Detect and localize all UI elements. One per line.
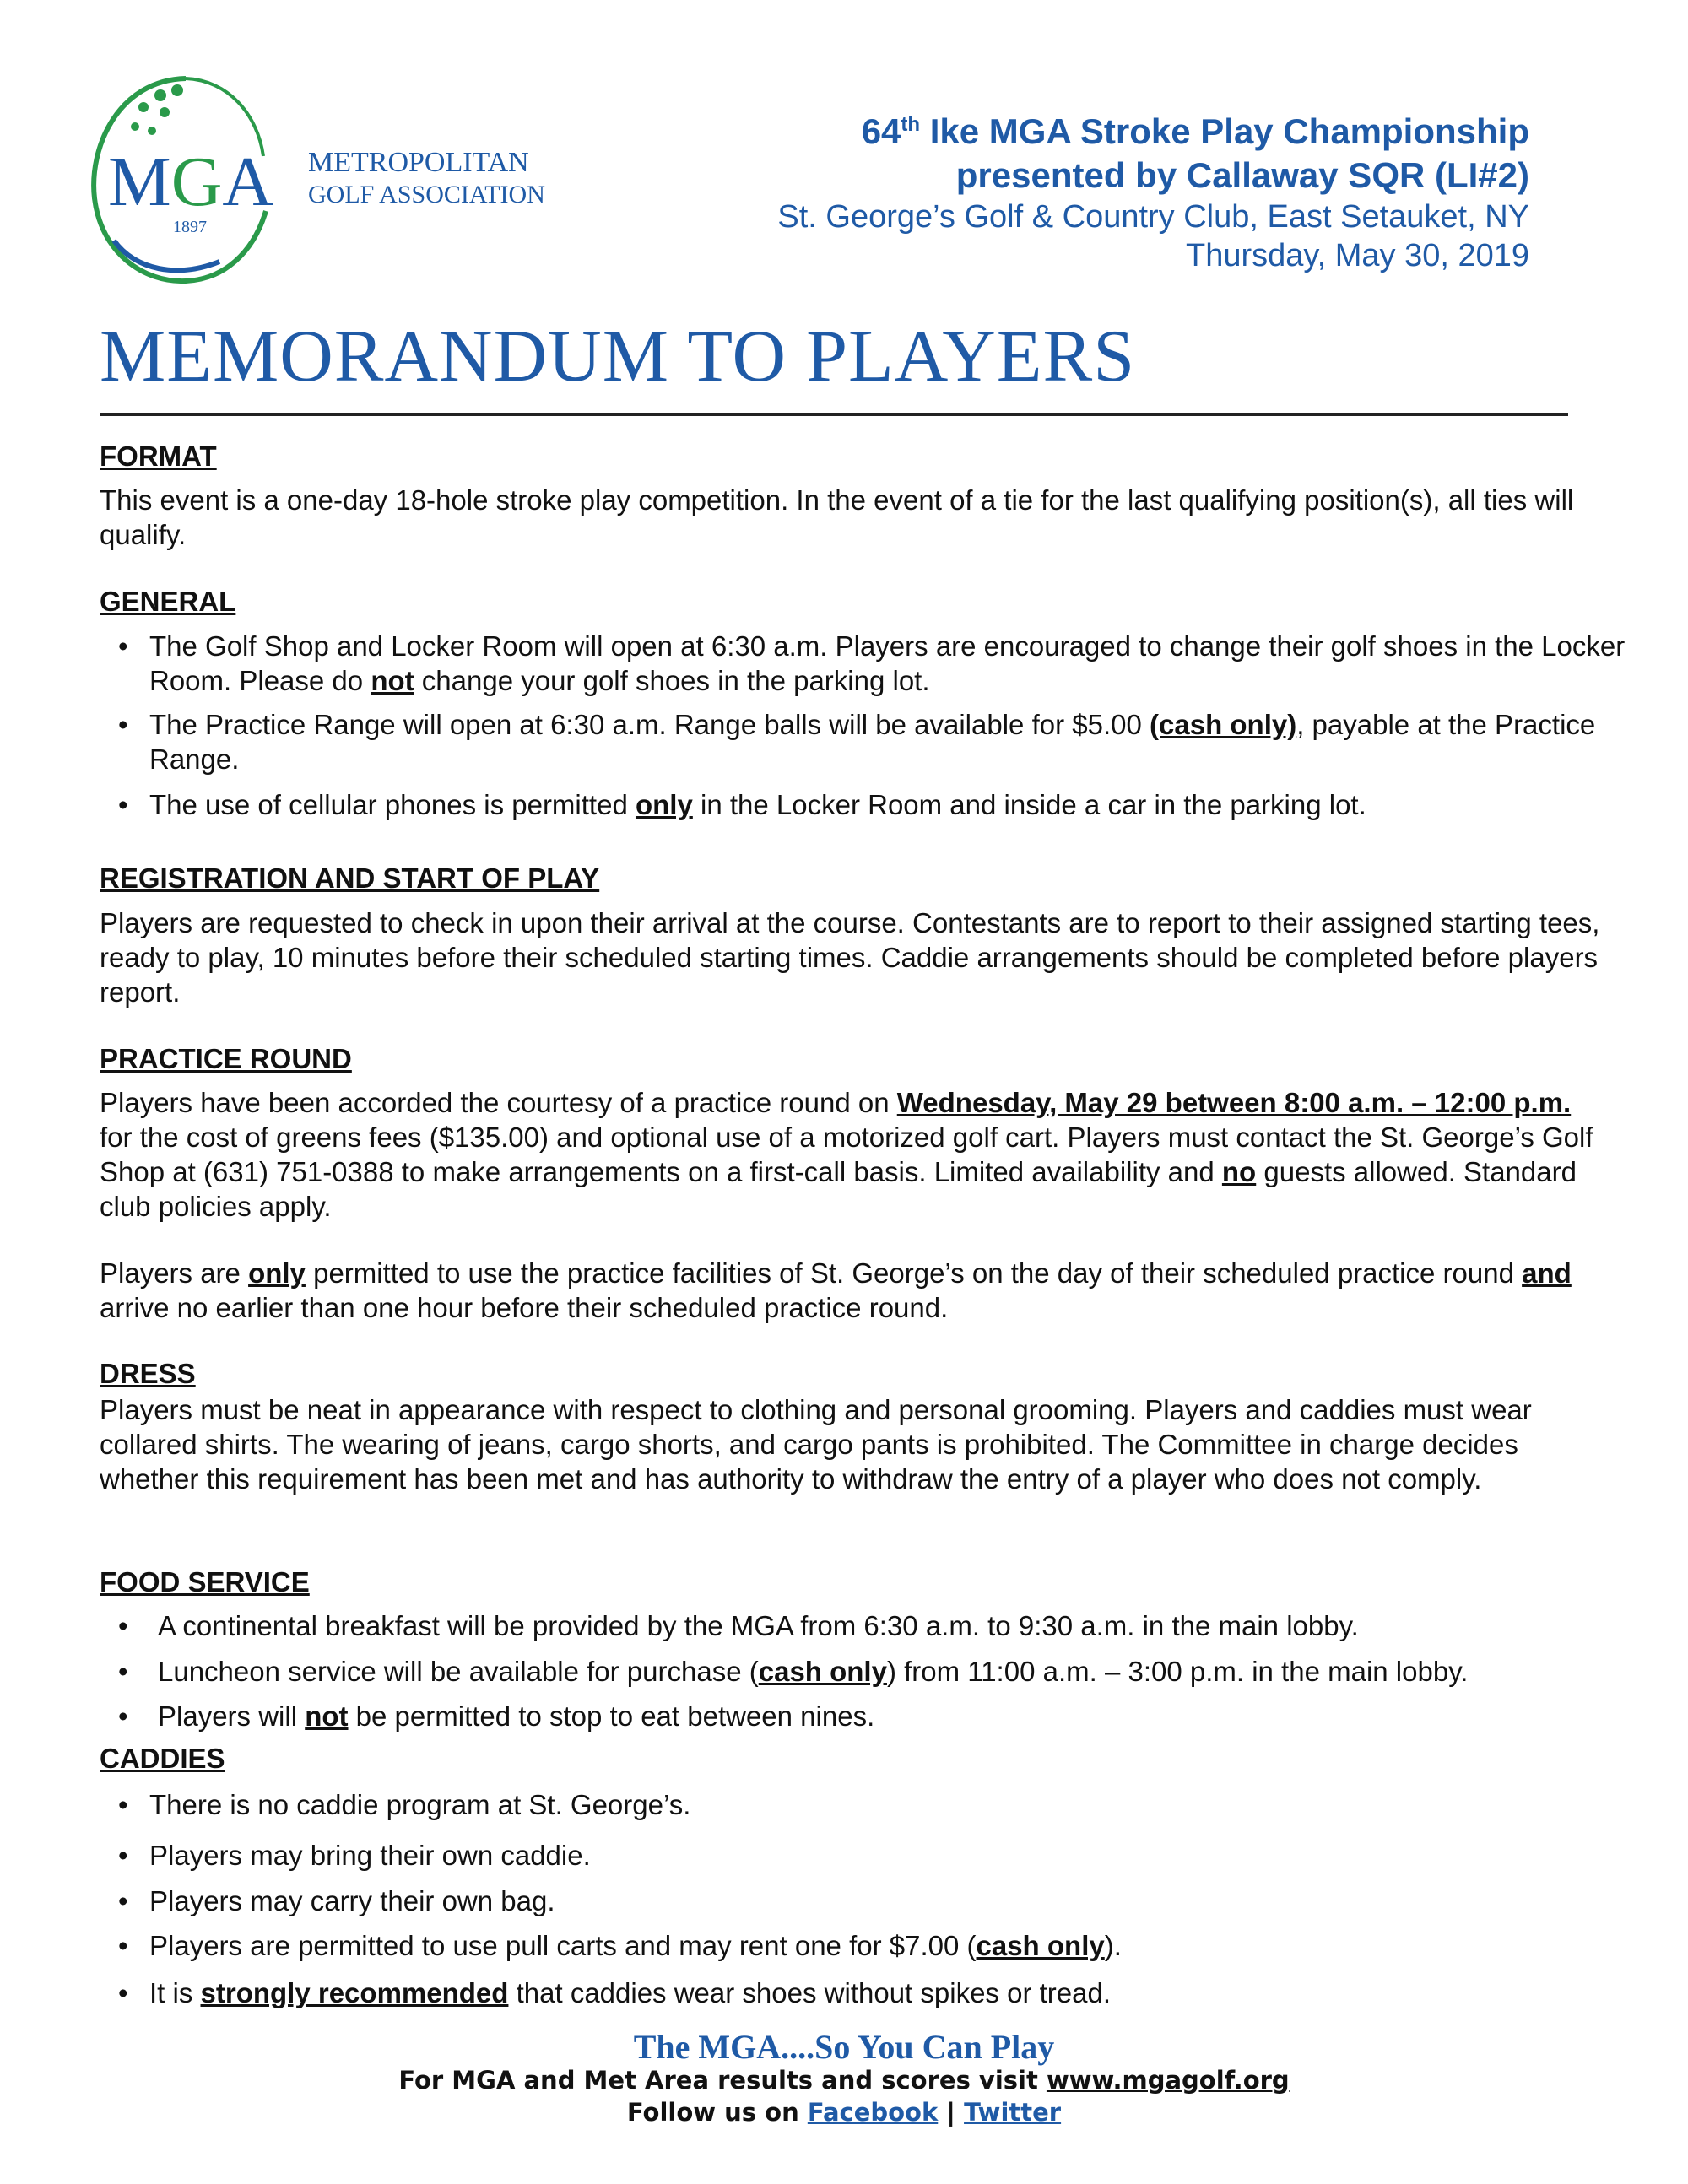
- title-divider: [100, 413, 1568, 416]
- mga-logo-icon: [84, 72, 591, 291]
- emphasis-text: only: [248, 1257, 306, 1289]
- mga-logo: [84, 72, 591, 291]
- emphasis-text: Wednesday, May 29 between 8:00 a.m. – 12:00 p.m.: [896, 1087, 1572, 1118]
- text-run: The Practice Range will open at 6:30 a.m. Range balls will be available for $5.00: [149, 709, 1150, 740]
- emphasis-text: (cash only): [1150, 709, 1297, 740]
- general-bullet-item: [118, 629, 1635, 698]
- caddies-bullet-item: [118, 1787, 1635, 1822]
- text-run: The Golf Shop and Locker Room will open at 6:30 a.m. Players are encouraged to change their golf shoes in the Locker Room. Please do: [149, 630, 1626, 696]
- event-title: 64th Ike MGA Stroke Play Championship: [861, 111, 1529, 151]
- section-heading-format: FORMAT: [100, 441, 217, 472]
- emphasis-text: only: [635, 789, 693, 820]
- svg-text:METROPOLITAN: METROPOLITAN: [308, 147, 529, 178]
- twitter-link[interactable]: Twitter: [964, 2098, 1062, 2127]
- emphasis-text: no: [1221, 1156, 1257, 1187]
- text-run: Players will: [158, 1700, 306, 1732]
- text-run: A continental breakfast will be provided by the MGA from 6:30 a.m. to 9:30 a.m. in the main lobby.: [158, 1610, 1359, 1641]
- section-heading-practice: PRACTICE ROUND: [100, 1043, 352, 1074]
- section-heading-food: FOOD SERVICE: [100, 1566, 310, 1597]
- text-run: There is no caddie program at St. George’s.: [149, 1789, 691, 1820]
- emphasis-text: not: [371, 665, 414, 696]
- text-run: Players have been accorded the courtesy of a practice round on: [100, 1087, 897, 1118]
- svg-text:GOLF ASSOCIATION: GOLF ASSOCIATION: [308, 181, 545, 208]
- emphasis-text: strongly recommended: [200, 1977, 509, 2008]
- text-run: guests allowed. Standard club policies apply.: [100, 1156, 1577, 1222]
- caddies-bullet-item: [118, 1928, 1635, 1963]
- text-run: It is: [149, 1977, 201, 2008]
- emphasis-text: not: [305, 1700, 349, 1732]
- text-run: Players are: [100, 1257, 249, 1289]
- text-run: Players are permitted to use pull carts and may rent one for $7.00 (: [149, 1930, 977, 1961]
- text-run: Players are requested to check in upon their arrival at the course. Contestants are to report to their assigned starting tees, ready to play, 10 minutes before their scheduled starting times. Caddie arrangements should be completed before players report.: [100, 907, 1600, 1008]
- text-run: for the cost of greens fees ($135.00) and optional use of a motorized golf cart. Players must contact the St. George’s Golf Shop at (631) 751-0388 to make arrangements on a first-call basis. Limited availability and: [100, 1122, 1593, 1187]
- format-paragraph: [100, 483, 1610, 552]
- text-run: ) from 11:00 a.m. – 3:00 p.m. in the main lobby.: [886, 1656, 1469, 1687]
- food-bullet-item: [118, 1699, 1643, 1733]
- website-link[interactable]: www.mgagolf.org: [1046, 2066, 1290, 2095]
- caddies-bullet-item: [118, 1976, 1635, 2010]
- text-run: be permitted to stop to eat between nines.: [348, 1700, 875, 1732]
- food-bullet-item: [118, 1654, 1643, 1689]
- page-title: MEMORANDUM TO PLAYERS: [100, 316, 1136, 397]
- text-run: The use of cellular phones is permitted: [149, 789, 636, 820]
- practice-paragraph: [100, 1256, 1610, 1325]
- text-run: Players may bring their own caddie.: [149, 1840, 591, 1871]
- text-run: that caddies wear shoes without spikes or tread.: [508, 1977, 1111, 2008]
- event-venue: St. George’s Golf & Country Club, East Setauket, NY: [777, 199, 1529, 235]
- event-date: Thursday, May 30, 2019: [1186, 238, 1529, 273]
- text-run: change your golf shoes in the parking lot.: [414, 665, 930, 696]
- footer-social: Follow us on Facebook | Twitter: [626, 2098, 1062, 2127]
- section-heading-registration: REGISTRATION AND START OF PLAY: [100, 862, 600, 894]
- registration-paragraph: [100, 905, 1610, 1009]
- caddies-bullet-item: [118, 1838, 1635, 1873]
- text-run: arrive no earlier than one hour before their scheduled practice round.: [100, 1292, 949, 1323]
- section-heading-general: GENERAL: [100, 586, 236, 617]
- footer-results: For MGA and Met Area results and scores visit www.mgagolf.org: [398, 2066, 1290, 2095]
- event-sponsor: presented by Callaway SQR (LI#2): [955, 155, 1529, 195]
- emphasis-text: cash only: [976, 1930, 1105, 1961]
- text-run: permitted to use the practice facilities of St. George’s on the day of their scheduled practice round: [305, 1257, 1523, 1289]
- general-bullet-item: [118, 787, 1635, 822]
- general-bullet-item: [118, 707, 1635, 776]
- footer-tagline: The MGA....So You Can Play: [633, 2028, 1055, 2066]
- text-run: Luncheon service will be available for purchase (: [158, 1656, 759, 1687]
- caddies-bullet-item: [118, 1884, 1635, 1918]
- practice-paragraph: [100, 1085, 1610, 1224]
- event-header: [777, 103, 1529, 275]
- text-run: ).: [1104, 1930, 1122, 1961]
- text-run: in the Locker Room and inside a car in the parking lot.: [692, 789, 1366, 820]
- text-run: This event is a one-day 18-hole stroke play competition. In the event of a tie for the last qualifying position(s), all ties will qualify.: [100, 484, 1574, 550]
- text-run: Players may carry their own bag.: [149, 1885, 555, 1916]
- facebook-link[interactable]: Facebook: [807, 2098, 939, 2127]
- section-heading-dress: DRESS: [100, 1358, 196, 1389]
- section-heading-caddies: CADDIES: [100, 1743, 225, 1774]
- svg-text:1897: 1897: [173, 218, 207, 236]
- text-run: Players must be neat in appearance with respect to clothing and personal grooming. Players and caddies must wear collared shirts. The wearing of jeans, cargo shorts, and cargo pants is prohibited. The Committee in charge decides whether this requirement has been met and has authority to withdraw the entry of a player who does not comply.: [100, 1394, 1532, 1495]
- emphasis-text: and: [1522, 1257, 1572, 1289]
- dress-paragraph: [100, 1392, 1610, 1496]
- food-bullet-item: [118, 1608, 1643, 1643]
- text-run: , payable at the Practice Range.: [149, 709, 1596, 775]
- svg-text:MGA: MGA: [108, 143, 274, 221]
- emphasis-text: cash only: [758, 1656, 887, 1687]
